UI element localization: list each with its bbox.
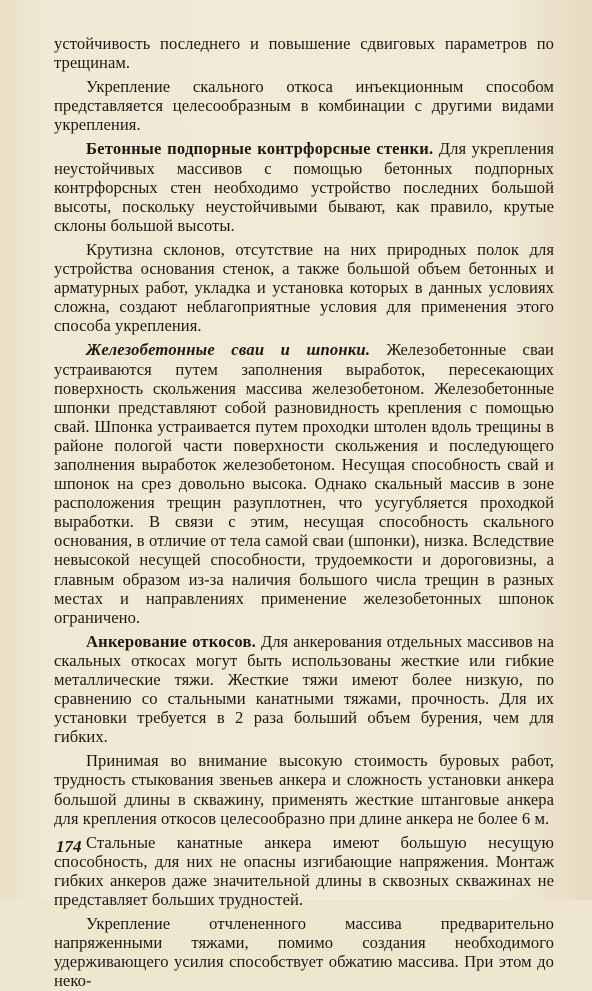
paragraph-text: Для анкерования отдельных массивов на скальных откосах могут быть использованы жесткие или гибкие металлические тяжи. Жесткие тяжи имеют более низкую, по сравнению со стальными канатными тяжами, прочность. Для их установки требуется в 2 раза больший объем бурения, чем для гибких. bbox=[54, 631, 554, 747]
paragraph-drilling-cost bbox=[54, 751, 554, 827]
paragraph-text: Для укрепления неустойчивых массивов с помощью бетонных подпорных контрфорсных стен необходимо устройство последних большой высоты, поскольку неустойчивыми бывают, как правило, крутые склоны большой высоты. bbox=[54, 139, 555, 235]
paragraph-text: Принимая во внимание высокую стоимость буровых работ, трудность стыкования звеньев анкера и сложность установки анкера большой длины в скважину, применять жесткие штанговые анкера для крепления откосов целесообразно при длине анкера не более 6 м. bbox=[54, 751, 554, 828]
paragraph-prestressed-rods bbox=[54, 914, 554, 990]
paragraph-continuation bbox=[54, 34, 554, 72]
paragraph-slope-anchoring bbox=[54, 632, 554, 747]
paragraph-text: устойчивость последнего и повышение сдвиговых параметров по трещинам. bbox=[54, 34, 554, 73]
section-heading: Железобетонные сваи и шпонки. bbox=[86, 340, 371, 360]
paragraph-cable-anchors bbox=[54, 833, 554, 909]
paragraph-injection-method bbox=[54, 77, 554, 134]
section-heading: Анкерование откосов. bbox=[86, 631, 256, 651]
paragraph-piles-and-keys bbox=[54, 340, 554, 626]
paragraph-concrete-walls bbox=[54, 139, 554, 234]
paragraph-slope-steepness bbox=[54, 240, 554, 335]
paragraph-text: Железобетонные сваи устраиваются путем заполнения выработок, пересекающих поверхность скольжения массива железобетоном. Железобетонные шпонки представляют собой разновидность крепления с помощью свай. Шпонка устраивается путем проходки штолен вдоль трещины в районе пологой части поверхности скольжения и последующего заполнения выработок железобетоном. Несущая способность свай и шпонок на срез довольно высока. Однако скальный массив в зоне расположения трещин разуплотнен, что усугубляется проходкой выработки. В связи с этим, несущая способность скального основания, в отличие от тела самой сваи (шпонки), низка. Вследствие невысокой несущей способности, трудоемкости и дороговизны, а главным образом из-за наличия большого числа трещин в разных местах и направлениях применение железобетонных шпонок ограничено. bbox=[54, 340, 554, 627]
paragraph-text: Укрепление отчлененного массива предварительно напряженными тяжами, помимо создания необходимого удерживающего усилия способствует обжатию массива. При этом до неко- bbox=[54, 914, 554, 991]
paragraph-text: Крутизна склонов, отсутствие на них природных полок для устройства основания стенок, а также большой объем бетонных и арматурных работ, укладка и установка которых в данных условиях сложна, создают неблагоприятные условия для применения этого способа укрепления. bbox=[54, 239, 554, 336]
paragraph-text: Стальные канатные анкера имеют большую несущую способность, для них не опасны изгибающие напряжения. Монтаж гибких анкеров даже значительной длины в сквозных скважинах не представляет больших трудностей. bbox=[54, 832, 554, 910]
page-number: 174 bbox=[56, 837, 82, 856]
page-body-text bbox=[54, 34, 554, 991]
section-heading: Бетонные подпорные контрфорсные стенки. bbox=[86, 139, 434, 159]
paragraph-text: Укрепление скального откоса инъекционным способом представляется целесообразным в комбинации с другими видами укрепления. bbox=[54, 77, 554, 135]
